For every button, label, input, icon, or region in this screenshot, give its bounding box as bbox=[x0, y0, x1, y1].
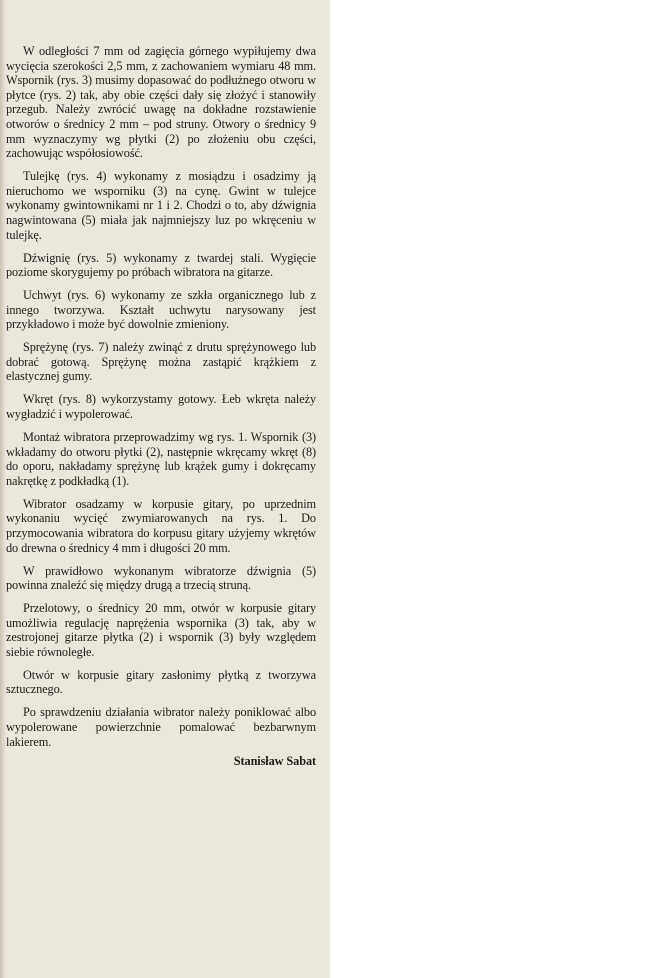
paragraph-11: Otwór w korpusie gitary zasłonimy płytką z tworzywa sztucznego. bbox=[6, 667, 316, 697]
paragraph-12: Po sprawdzeniu działania wibrator należy poniklować albo wypolerowane powierzchnie pomalować bezbarwnym lakierem. bbox=[6, 705, 316, 749]
paragraph-10: Przelotowy, o średnicy 20 mm, otwór w korpusie gitary umożliwia regulację naprężenia wspornika (3) tak, aby w zestrojonej gitarze płytka (2) i wspornik (3) były względem siebie równoległe. bbox=[6, 601, 316, 659]
paragraph-6: Wkręt (rys. 8) wykorzystamy gotowy. Łeb wkręta należy wygładzić i wypolerować. bbox=[6, 392, 316, 422]
paragraph-2: Tulejkę (rys. 4) wykonamy z mosiądzu i osadzimy ją nieruchomo we wsporniku (3) na cynę. Gwint w tulejce wykonamy gwintownikami nr 1 i 2. Chodzi o to, aby dźwignia nagwintowana (5) miała jak najmniejszy luz po wkręceniu w tulejkę. bbox=[6, 169, 316, 242]
paragraph-8: Wibrator osadzamy w korpusie gitary, po uprzednim wykonaniu wycięć zwymiarowanych na rys. 1. Do przymocowania wibratora do korpusu gitary użyjemy wkrętów do drewna o średnicy 4 mm i długości 20 mm. bbox=[6, 496, 316, 555]
paragraph-9: W prawidłowo wykonanym wibratorze dźwignia (5) powinna znaleźć się między drugą a trzecią struną. bbox=[6, 563, 316, 593]
author-signature: Stanisław Sabat bbox=[233, 753, 316, 768]
article-column bbox=[6, 44, 316, 768]
paragraph-7: Montaż wibratora przeprowadzimy wg rys. 1. Wspornik (3) wkładamy do otworu płytki (2), następnie wkręcamy wkręt (8) do oporu, nakładamy sprężynę lub krążek gumy i dokręcamy nakrętkę z podkładką (1). bbox=[6, 430, 316, 488]
paragraph-1: W odległości 7 mm od zagięcia górnego wypiłujemy dwa wycięcia szerokości 2,5 mm, z zachowaniem wymiaru 48 mm. Wspornik (rys. 3) musimy dopasować do podłużnego otworu w płytce (rys. 2) tak, aby obie części dały się złożyć i stanowiły przegub. Należy zwrócić uwagę na dokładne rozstawienie otworów o średnicy 2 mm – pod struny. Otwory o średnicy 9 mm wyznaczymy wg płytki (2) po złożeniu obu części, zachowując współosiowość. bbox=[6, 44, 316, 161]
paragraph-4: Uchwyt (rys. 6) wykonamy ze szkła organicznego lub z innego tworzywa. Kształt uchwytu narysowany jest przykładowo i może być dowolnie zmieniony. bbox=[6, 288, 316, 332]
paragraph-5: Sprężynę (rys. 7) należy zwinąć z drutu sprężynowego lub dobrać gotową. Sprężynę można zastąpić krążkiem z elastycznej gumy. bbox=[6, 340, 316, 384]
paragraph-3: Dźwignię (rys. 5) wykonamy z twardej stali. Wygięcie poziome skorygujemy po próbach wibratora na gitarze. bbox=[6, 250, 316, 280]
